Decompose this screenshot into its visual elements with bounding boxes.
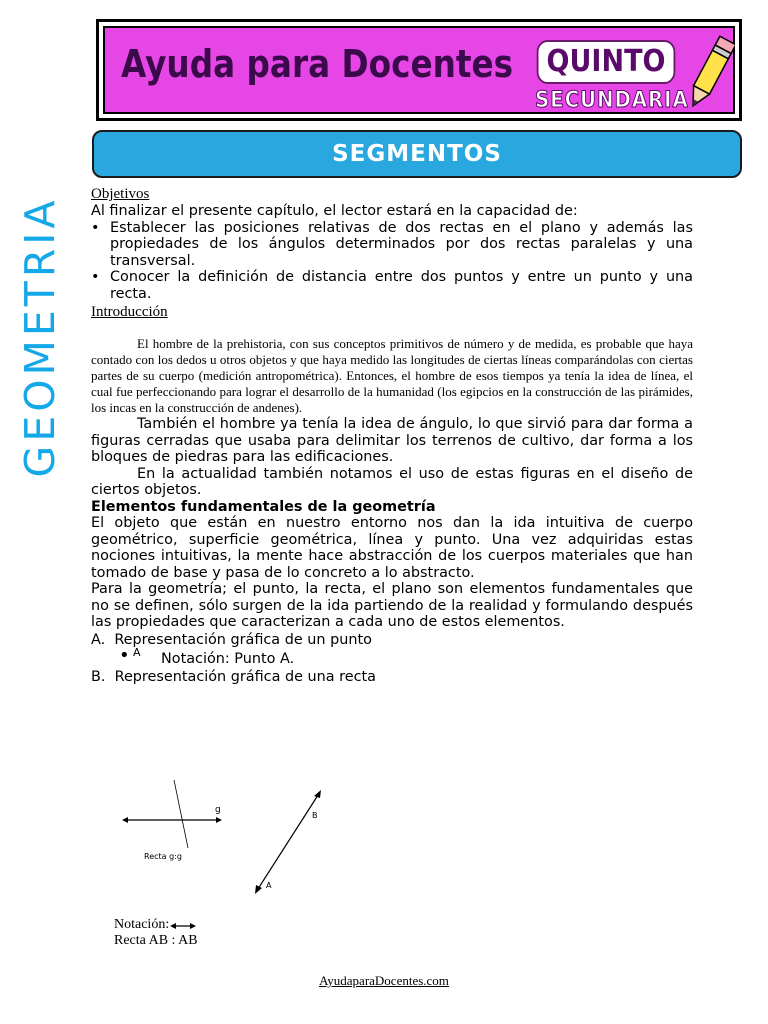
line-ab-label-a: A: [266, 881, 272, 890]
intro-paragraph: En la actualidad también notamos el uso de estas figuras en el diseño de ciertos objetos.: [91, 465, 693, 498]
bullet-icon: •: [91, 219, 100, 236]
header-banner: [96, 19, 742, 121]
point-example: [91, 645, 693, 669]
line-g-caption: Recta g:g: [144, 852, 182, 861]
level-label: SECUNDARIA: [535, 88, 689, 113]
pencil-icon: [685, 32, 735, 116]
elements-heading: Elementos fundamentales de la geometría: [91, 498, 436, 515]
arrow-left-icon: [122, 817, 128, 823]
introduction-heading: Introducción: [91, 304, 168, 320]
elements-paragraph: Para la geometría; el punto, la recta, el plano son elementos fundamentales que no se definen, sólo surgen de la ida partiendo de la realidad y formulando después las propiedades que caracterizan a cada uno de estos elementos.: [91, 581, 693, 630]
objectives-intro: Al finalizar el presente capítulo, el lector estará en la capacidad de:: [91, 203, 578, 219]
notation-label-row: [114, 917, 198, 933]
grade-badge: [525, 36, 689, 120]
side-label-container: [18, 186, 62, 488]
page-title: SEGMENTOS: [332, 141, 502, 167]
objectives-heading: Objetivos: [91, 186, 150, 202]
intro-paragraph: También el hombre ya tenía la idea de ángulo, lo que sirvió para dar forma a figuras cerradas que usaba para delimitar los terrenos de cultivo, dar forma a los bloques de piedras para las edificaciones.: [91, 416, 693, 465]
line-figure: [110, 780, 350, 900]
arrow-down-icon: [255, 885, 262, 894]
arrow-up-icon: [314, 790, 321, 798]
notation-label: Notación:: [114, 917, 170, 932]
double-arrow-icon: [170, 921, 196, 931]
point-dot-icon: •: [119, 645, 130, 666]
list-item: [91, 269, 693, 302]
objective-text: Conocer la definición de distancia entre dos puntos y entre un punto y una recta.: [110, 269, 693, 302]
grade-label: QUINTO: [537, 40, 676, 84]
line-ab-label-b: B: [312, 811, 318, 820]
point-notation: Notación: Punto A.: [161, 651, 295, 667]
point-item: A. Representación gráfica de un punto: [91, 631, 372, 648]
footer-link[interactable]: AyudaparaDocentes.com: [319, 973, 449, 988]
line-g-label: g: [215, 805, 221, 815]
line-item: B. Representación gráfica de una recta: [91, 669, 376, 685]
main-content: [91, 186, 693, 686]
side-label: GEOMETRIA: [16, 196, 64, 478]
point-label: A: [133, 646, 141, 659]
intro-paragraph: El hombre de la prehistoria, con sus conceptos primitivos de número y de medida, es probable que haya contado con los dedos u otros objetos y que haya medido las longitudes de ciertas líneas comparándolas con ciertas partes de su cuerpo (medición antropométrica). Entonces, el hombre de esos tiempos ya tenía la idea de línea, el cual fue perfeccionando para lograr el desarrollo de la humanidad (los egipcios en la construcción de las pirámides, los incas en la construcción de andenes).: [91, 336, 693, 415]
banner-background: [103, 26, 735, 114]
objective-text: Establecer las posiciones relativas de dos rectas en el plano y además las propiedades de los ángulos determinados por dos rectas paralelas y una transversal.: [110, 219, 693, 269]
brand-logo-text: Ayuda para Docentes: [121, 42, 514, 86]
notation-value: Recta AB : AB: [114, 933, 198, 948]
caption-arrow-icon: [174, 780, 188, 848]
list-item: [91, 220, 693, 270]
line-ab: [256, 792, 320, 892]
elements-paragraph: El objeto que están en nuestro entorno nos dan la ida intuitiva de cuerpo geométrico, superficie geométrica, línea y punto. Una vez adquiridas estas nociones intuitivas, la mente hace abstracción de los cuerpos materiales que han tomado de base y pasa de lo concreto a lo abstracto.: [91, 515, 693, 581]
notation-block: [114, 917, 198, 949]
page-title-bar: [92, 130, 742, 178]
bullet-icon: •: [91, 269, 100, 285]
arrow-right-icon: [216, 817, 222, 823]
